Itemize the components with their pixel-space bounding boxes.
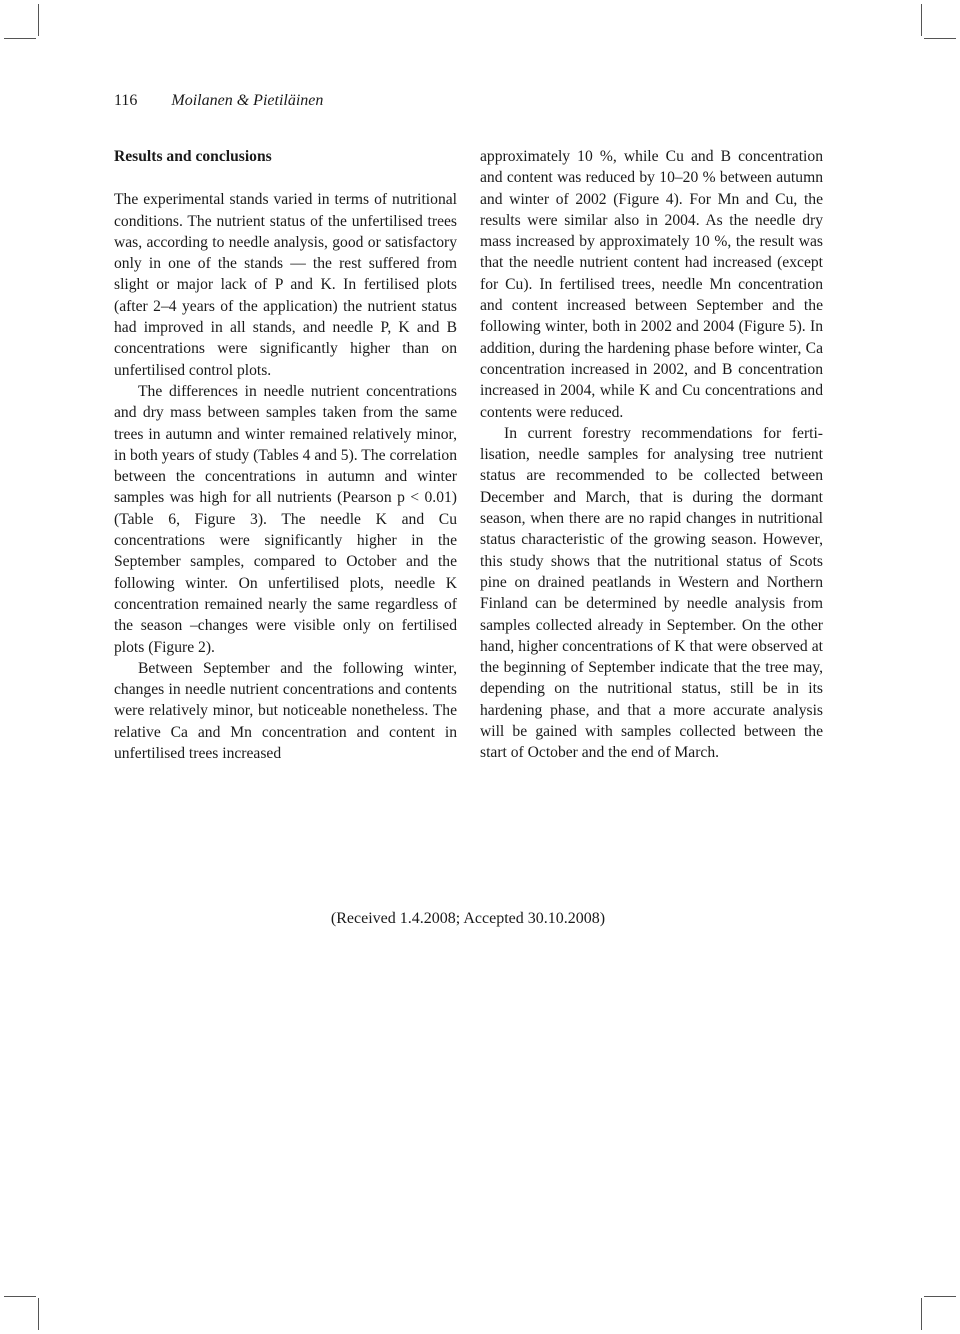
body-paragraph: The differences in needle nutrient concentrations and dry mass between samples taken from the same trees in autumn and winter remained relatively minor, in both years of study (Tables 4 and 5). The correlation between the concentrations in autumn and winter samples was high for all nutrients (Pearson p < 0.01) (Table 6, Figure 3). The needle K and Cu concentrations were significantly higher in the September samples, compared to October and the following winter. On unfertilised plots, needle K concentration remained nearly the same regardless of the season –changes were visible only on fertilised plots (Figure 2). (114, 382, 457, 656)
crop-mark (924, 1296, 956, 1297)
crop-mark (924, 38, 956, 39)
crop-mark (4, 38, 36, 39)
right-column (480, 146, 823, 764)
crop-mark (4, 1296, 36, 1297)
received-accepted-dates: (Received 1.4.2008; Accepted 30.10.2008) (330, 910, 606, 927)
body-paragraph: The experimental stands varied in terms of nutritional conditions. The nutrient status of the unfertilised trees was, according to needle analysis, good or satisfactory only in one of the stands — the rest suffered from slight or major lack of P and K. In fertilised plots (after 2–4 years of the application) the nutrient status had improved in all stands, and needle P, K and B concentrations were significantly higher than on unfertilised control plots. (114, 191, 457, 379)
body-paragraph: approximately 10 %, while Cu and B concentration and content was reduced by 10–20 % between autumn and winter of 2002 (Figure 4). For Mn and Cu, the results were similar also in 2004. As the needle dry mass increased by approximately 10 %, the result was that the needle nutrient content had increased (except for Cu). In fertilised trees, needle Mn concentration and content increased between September and the following winter, both in 2002 and 2004 (Figure 5). In addition, during the hardening phase before winter, Ca concentration increased in 2002, and B concentration increased in 2004, while K and Cu concentrations and contents were reduced. (480, 148, 823, 421)
page-number: 116 (114, 92, 138, 109)
left-column (114, 146, 457, 764)
body-paragraph: Between September and the following winter, changes in needle nutrient concentrations and contents were relatively minor, but noticeable nonetheless. The relative Ca and Mn concentration and content in unfertilised trees increased (114, 659, 457, 763)
body-paragraph: In current forestry recommendations for fertilisation, needle samples for analysing tree nutrient status are recommended to be collected between December and March, that is during the dormant season, when there are no rapid changes in nutritional status characteristic of the growing season. However, this study shows that the nutritional status of Scots pine on drained peatlands in Western and Northern Finland can be determined by needle analysis from samples collected already in September. On the other hand, higher concentrations of K that were observed at the beginning of September indicate that the tree may, depending on the nutritional status, still be in its hardening phase, and that a more accurate analysis will be gained with samples collected between the start of October and the end of March. (480, 424, 823, 762)
crop-mark (921, 1298, 922, 1330)
crop-mark (38, 1298, 39, 1330)
crop-mark (921, 4, 922, 36)
running-head-authors: Moilanen & Pietiläinen (171, 92, 324, 109)
running-head (114, 90, 323, 112)
section-heading: Results and conclusions (114, 148, 272, 165)
crop-mark (38, 4, 39, 36)
